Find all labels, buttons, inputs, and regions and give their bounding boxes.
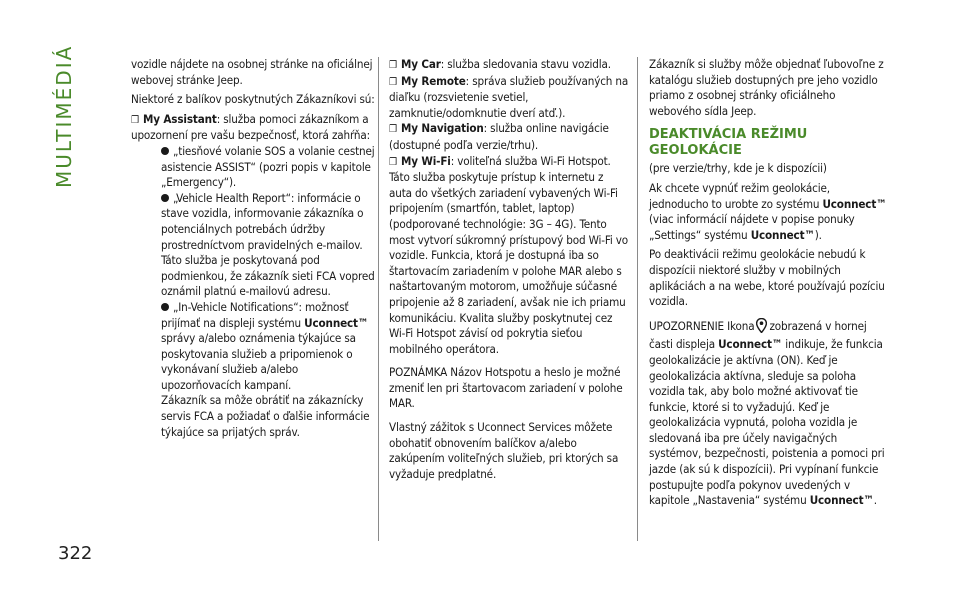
bullet-my-wifi: ❒ My Wi-Fi: voliteľná služba Wi-Fi Hotspot. Táto služba poskytuje prístup k internetu z auta do všetkých zariadení vybavených Wi-Fi pripojením (smartfón, tablet, laptop) (podporované technológie: 3G – 4G). Tento most vytvorí súkromný prístupový bod Wi-Fi vo vozidle. Funkcia, ktorá je dostupná iba so štartovacím zariadením v polohe MAR alebo s naštartovaným motorom, umožňuje súčasné pripojenie až 8 zariadení, avšak nie ich priamu komunikáciu. Kvalita služby poskytnutej cez Wi-Fi Hotspot závisí od pokrytia sieťou mobilného operátora. bbox=[389, 153, 629, 356]
paragraph: Niektoré z balíkov poskytnutých Zákazníkovi sú: bbox=[131, 92, 375, 107]
bullet-dot-icon bbox=[161, 147, 169, 155]
bullet-my-navigation: ❒ My Navigation: služba online navigácie (dostupné podľa verzie/trhu). bbox=[389, 121, 609, 152]
paragraph: Zákazník sa môže obrátiť na zákaznícky servis FCA a požiadať o ďalšie informácie týkajúce sa prijatých správ. bbox=[161, 393, 370, 439]
bullet-my-assistant bbox=[131, 112, 375, 144]
bullet-my-remote: ❒ My Remote: správa služieb používaných na diaľku (rozsvietenie svetiel, zamknutie/odomknutie dverí atď.). bbox=[389, 73, 629, 120]
bullet-label: My Assistant bbox=[143, 111, 217, 126]
bullet-my-car: ❒ My Car: služba sledovania stavu vozidla. bbox=[389, 57, 629, 74]
sub-bullet: „In-Vehicle Notifications“: možnosť prijímať na displeji systému Uconnect™ správy a/alebo oznámenia týkajúce sa poskytovania služieb a pripomienok o vykonávaní služieb a/alebo upozorňovacích kampaní. bbox=[161, 299, 369, 392]
checkbox-bullet-icon: ❒ bbox=[131, 114, 139, 126]
warning-paragraph: UPOZORNENIE Ikona zobrazená v hornej časti displeja Uconnect™ indikuje, že funkcia geolokalizácie je aktívna (ON). Keď je geolokalizácia aktívna, sleduje sa poloha vozidla tak, aby bolo možné aktivovať tie funkcie, ktoré si to vyžadujú. Keď je geolokalizácia vypnutá, poloha vozidla je sledovaná iba pre účely navigačných systémov, bezpečnosti, poistenia a pomoci pri jazde (ak sú k dispozícii). Pri vypínaní funkcie postupujte podľa pokynov uvedených v kapitole „Nastavenia“ systému Uconnect™. bbox=[649, 318, 885, 508]
column-divider bbox=[637, 57, 638, 541]
page-number: 322 bbox=[58, 543, 93, 564]
paragraph: vozidle nájdete na osobnej stránke na oficiálnej webovej stránke Jeep. bbox=[131, 57, 373, 87]
bullet-dot-icon bbox=[161, 194, 169, 202]
paragraph: (pre verzie/trhy, kde je k dispozícii) bbox=[649, 161, 827, 176]
section-heading: DEAKTIVÁCIA REŽIMU GEOLOKÁCIE bbox=[649, 127, 808, 159]
note-paragraph: POZNÁMKA Názov Hotspotu a heslo je možné zmeniť len pri štartovacom zariadení v polohe MAR. bbox=[389, 365, 623, 411]
bullet-dot-icon bbox=[161, 303, 169, 311]
location-pin-icon bbox=[756, 318, 767, 338]
column-2 bbox=[389, 57, 629, 482]
column-3 bbox=[649, 57, 889, 509]
checkbox-bullet-icon: ❒ bbox=[389, 60, 397, 71]
paragraph: Ak chcete vypnúť režim geolokácie, jednoducho to urobte zo systému Uconnect™ (viac informácií nájdete v popise ponuky „Settings“ systému Uconnect™). bbox=[649, 180, 887, 242]
sub-bullet: „Vehicle Health Report“: informácie o stave vozidla, informovanie zákazníka o potenciálnych potrebách údržby prostredníctvom pravidelných e-mailov. Táto služba je poskytovaná pod podmienkou, že zákazník sieti FCA vopred oznámil platnú e-mailovú adresu. bbox=[161, 190, 375, 299]
bullet-text: : služba pomoci zákazníkom a upozornení pre vašu bezpečnosť, ktorá zahŕňa: bbox=[131, 111, 370, 143]
checkbox-bullet-icon: ❒ bbox=[389, 124, 397, 136]
column-divider bbox=[378, 57, 379, 541]
sub-bullet: „tiesňové volanie SOS a volanie cestnej asistencie ASSIST“ (pozri popis v kapitole „Emergency“). bbox=[161, 143, 375, 190]
column-1 bbox=[131, 57, 375, 440]
paragraph: Vlastný zážitok s Uconnect Services môžete obohatiť obnovením balíčkov a/alebo zakúpením voliteľných služieb, pri ktorých sa vyžaduje predplatné. bbox=[389, 420, 619, 481]
checkbox-bullet-icon: ❒ bbox=[389, 156, 397, 168]
paragraph: Po deaktivácii režimu geolokácie nebudú k dispozícii niektoré služby v mobilných aplikáciách a na webe, ktoré používajú pozíciu vozidla. bbox=[649, 247, 885, 309]
checkbox-bullet-icon: ❒ bbox=[389, 76, 397, 88]
paragraph: Zákazník si služby môže objednať ľubovoľne z katalógu služieb dostupných pre jeho vozidlo priamo z osobnej stránky oficiálneho webového sídla Jeep. bbox=[649, 57, 884, 118]
section-title: MULTIMÉDIÁ bbox=[52, 44, 76, 188]
